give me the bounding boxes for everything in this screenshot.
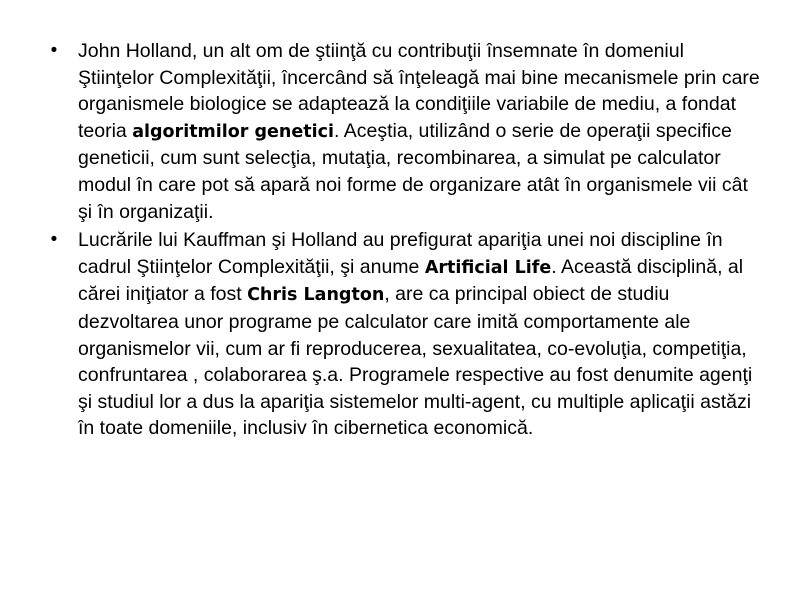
bullet-text xyxy=(78,40,760,223)
text-run: . Această disciplină, al cărei iniţiator a fost xyxy=(78,255,744,306)
bullet-dot-icon: • xyxy=(50,229,58,251)
bold-term-artificial-life: Artificial Life xyxy=(424,257,552,278)
bold-term-chris-langton: Chris Langton xyxy=(247,285,385,306)
bullet-list xyxy=(44,38,764,444)
text-run: Lucrările lui Kauffman şi Holland au prefigurat apariţia unei noi discipline în cadrul Ştiinţelor Complexităţii, şi anume xyxy=(78,229,723,278)
bullet-item-artificial-life xyxy=(44,227,764,442)
bullet-item-holland xyxy=(44,38,764,225)
bullet-dot-icon: • xyxy=(50,40,58,61)
text-run: , are ca principal obiect de studiu dezvoltarea unor programe pe calculator care imită comportamente ale organismelor vii, cum ar fi reproducerea, sexualitatea, co-evoluţia, competiţia, confruntarea , colaborarea ş.a. Programele respective au fost denumite agenţi şi studiul lor a dus la apariţia sistemelor multi-agent, cu multiple aplicaţii astăzi în toate domeniile, inclusiv în cibernetica economică. xyxy=(78,283,753,440)
bullet-text xyxy=(78,229,752,439)
bold-term-genetic-algorithms: algoritmilor genetici xyxy=(132,121,334,142)
text-run: . Aceştia, utilizând o serie de operaţii specifice geneticii, cum sunt selecţia, mutaţia, recombinarea, a simulat pe calculator modul în care pot să apară noi forme de organizare atât în organismele vii cât şi în organizaţii. xyxy=(78,119,748,223)
text-run: John Holland, un alt om de ştiinţă cu contribuţii însemnate în domeniul Ştiinţelor Complexităţii, încercând să înţeleagă mai bine mecanismele prin care organismele biologice se adaptează la condiţiile variabile de mediu, a fondat teoria xyxy=(78,40,760,142)
